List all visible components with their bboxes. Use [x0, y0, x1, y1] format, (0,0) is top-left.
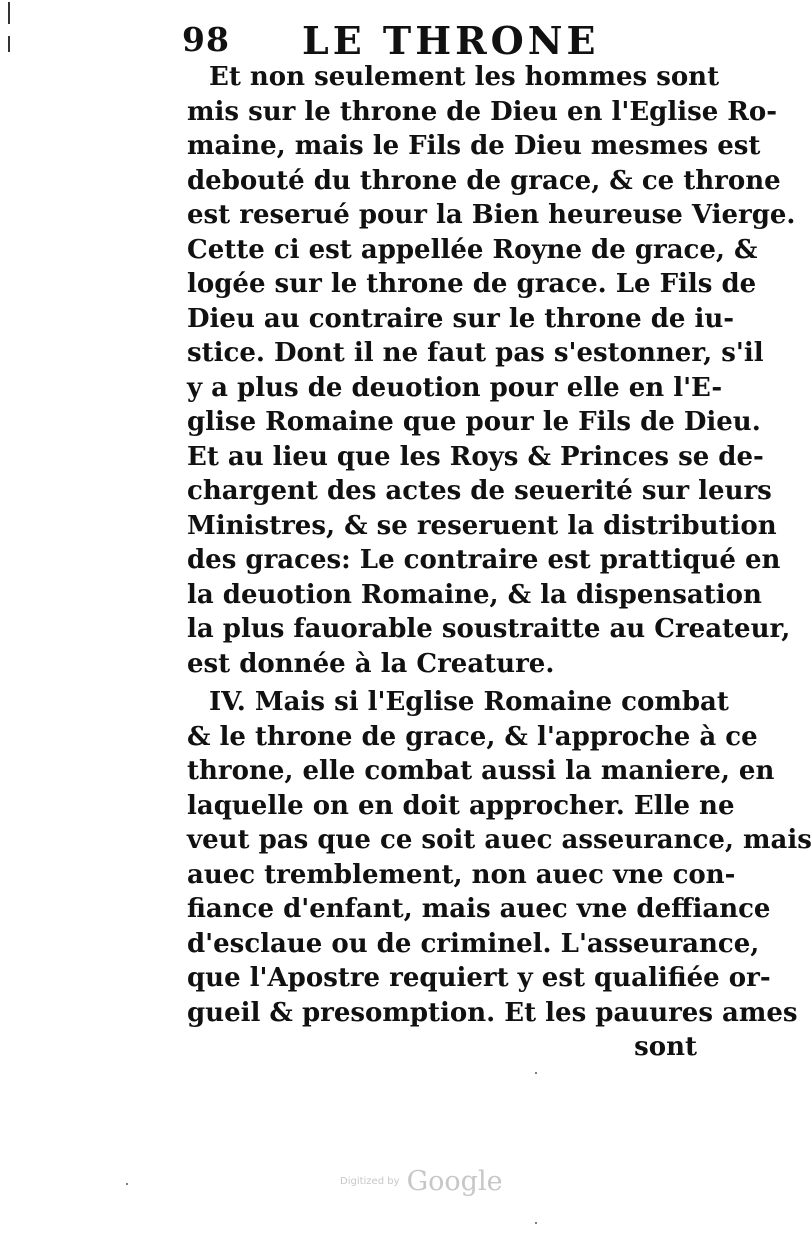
text-line: que l'Apostre requiert y est qualifiée or- [187, 963, 771, 993]
text-line: & le throne de grace, & l'approche à ce [187, 721, 758, 752]
text-line: Et au lieu que les Roys & Princes se de- [187, 441, 764, 472]
text-line: stice. Dont il ne faut pas s'estonner, s'il [187, 338, 764, 368]
text-line: fiance d'enfant, mais auec vne deffiance [187, 894, 771, 924]
page-number: 98 [182, 20, 230, 59]
digitization-watermark [340, 1166, 510, 1206]
text-line: mis sur le throne de Dieu en l'Eglise Ro- [187, 96, 778, 127]
text-line: glise Romaine que pour le Fils de Dieu. [187, 407, 761, 437]
google-logo: Google [406, 1166, 503, 1197]
text-line: laquelle on en doit approcher. Elle ne [187, 790, 735, 821]
text-line: gueil & presomption. Et les pauures ames [187, 997, 798, 1028]
text-line: d'esclaue ou de criminel. L'asseurance, [187, 928, 760, 959]
print-speck [126, 1183, 128, 1185]
text-line: IV. Mais si l'Eglise Romaine combat [209, 687, 729, 717]
text-line: y a plus de deuotion pour elle en l'E- [187, 372, 723, 403]
text-line: la plus fauorable soustraitte au Createur, [187, 614, 791, 644]
running-title: LE THRONE [302, 18, 600, 63]
text-line: Dieu au contraire sur le throne de iu- [187, 303, 735, 334]
text-line: la deuotion Romaine, & la dispensation [187, 579, 762, 610]
print-speck [535, 1072, 537, 1074]
text-line: est donnée à la Creature. [187, 648, 555, 679]
catchword: sont [634, 1032, 697, 1062]
text-line: Ministres, & se reseruent la distribution [187, 510, 777, 541]
digitized-by-label: Digitized by [340, 1176, 400, 1187]
text-line: est reserué pour la Bien heureuse Vierge. [187, 200, 796, 230]
body-text [187, 60, 812, 1065]
text-line: logée sur le throne de grace. Le Fils de [187, 269, 757, 299]
text-line: debouté du throne de grace, & ce throne [187, 165, 781, 196]
text-line: maine, mais le Fils de Dieu mesmes est [187, 131, 761, 161]
page-header [182, 18, 702, 66]
text-line: chargent des actes de seuerité sur leurs [187, 476, 772, 506]
text-line: Et non seulement les hommes sont [209, 62, 720, 92]
text-line: throne, elle combat aussi la maniere, en [187, 756, 775, 786]
text-line: auec tremblement, non auec vne con- [187, 859, 736, 890]
page-edge-mark [8, 36, 10, 52]
text-line: des graces: Le contraire est prattiqué en [187, 545, 781, 575]
text-line: veut pas que ce soit auec asseurance, mais [187, 825, 812, 855]
page-edge-mark [8, 2, 10, 24]
text-line: Cette ci est appellée Royne de grace, & [187, 234, 758, 265]
print-speck [535, 1222, 537, 1224]
